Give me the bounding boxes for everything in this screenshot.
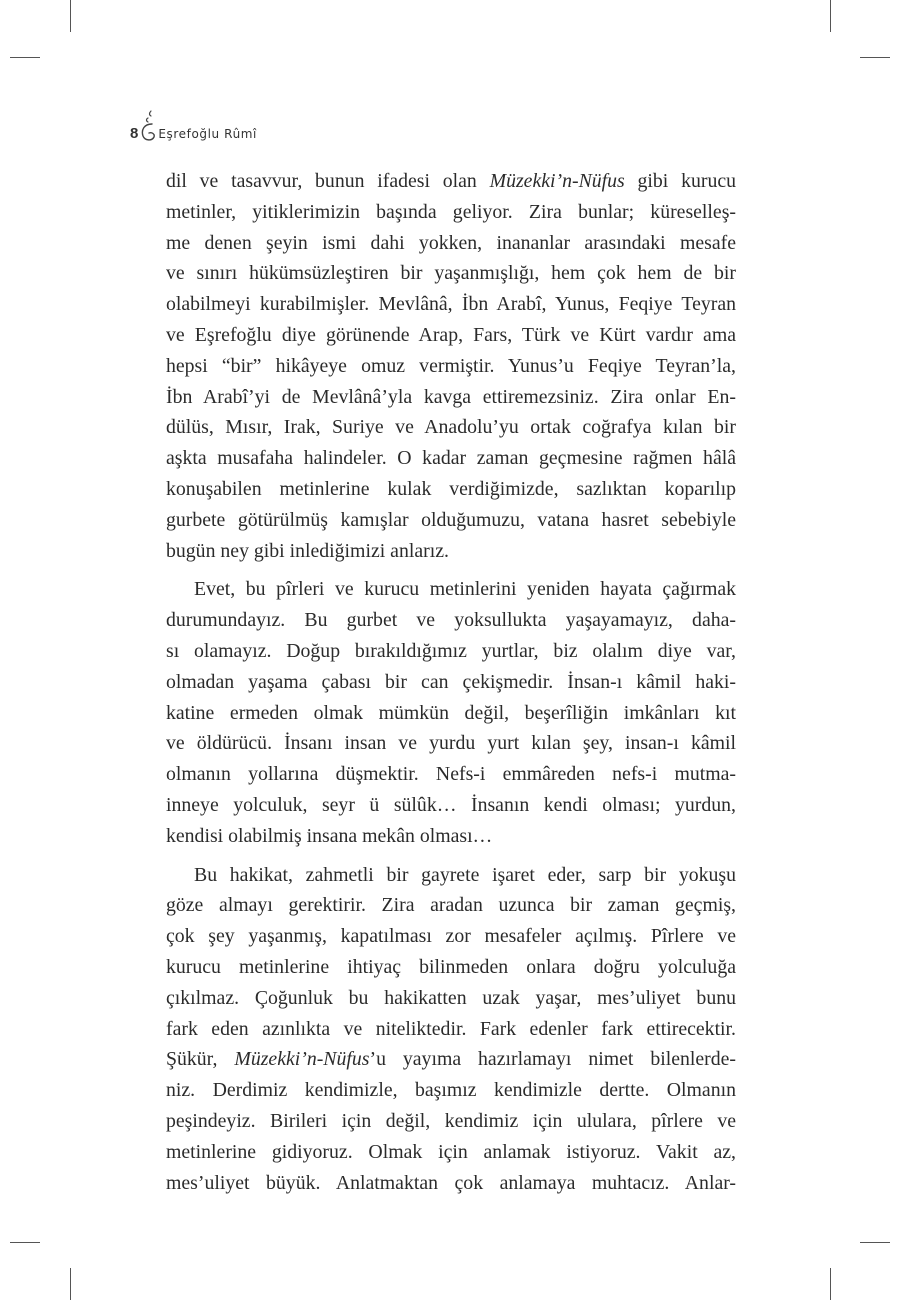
crop-mark-bottom-left-vertical bbox=[70, 1268, 71, 1300]
text-line bbox=[166, 289, 736, 320]
text-line bbox=[166, 983, 736, 1014]
text-line bbox=[166, 890, 736, 921]
text-segment: dülüs, Mısır, Irak, Suriye ve Anadolu’yu ortak coğrafya kılan bir bbox=[166, 416, 736, 439]
running-header bbox=[130, 104, 257, 144]
crop-mark-bottom-right-horizontal bbox=[860, 1242, 890, 1243]
text-segment: durumundayız. Bu gurbet ve yoksullukta yaşayamayız, daha- bbox=[166, 609, 736, 632]
text-segment: kurucu metinlerine ihtiyaç bilinmeden onlara doğru yolculuğa bbox=[166, 955, 736, 978]
crop-mark-bottom-right-vertical bbox=[830, 1268, 831, 1300]
crop-mark-bottom-left-horizontal bbox=[10, 1242, 40, 1243]
text-line bbox=[166, 474, 736, 505]
text-segment: hepsi “bir” hikâyeye omuz vermiştir. Yunus’u Feqiye Teyran’la, bbox=[166, 354, 736, 377]
text-line bbox=[166, 1168, 736, 1199]
text-line bbox=[166, 574, 736, 605]
crop-mark-top-left-horizontal bbox=[10, 57, 40, 58]
text-segment: dil ve tasavvur, bunun ifadesi olan bbox=[166, 170, 490, 192]
text-segment: gurbete götürülmüş kamışlar olduğumuzu, vatana hasret sebebiyle bbox=[166, 508, 736, 531]
text-line bbox=[166, 382, 736, 413]
text-line bbox=[166, 228, 736, 259]
text-segment: Bu hakikat, zahmetli bir gayrete işaret eder, sarp bir yokuşu bbox=[194, 863, 736, 886]
text-segment: ’u yayıma hazırlamayı nimet bilenlerde- bbox=[369, 1048, 736, 1071]
crop-mark-top-left-vertical bbox=[70, 0, 71, 32]
body-text bbox=[166, 166, 736, 1206]
calligraphic-ornament-icon bbox=[140, 108, 156, 144]
text-segment: çok şey yaşanmış, kapatılması zor mesafeler açılmış. Pîrlere ve bbox=[166, 925, 736, 948]
text-segment: olabilmeyi kurabilmişler. Mevlânâ, İbn Arabî, Yunus, Feqiye Teyran bbox=[166, 293, 736, 316]
text-segment: çıkılmaz. Çoğunluk bu hakikatten uzak yaşar, mes’uliyet bunu bbox=[166, 986, 736, 1009]
page-number: 8 bbox=[130, 125, 139, 142]
text-line bbox=[166, 952, 736, 983]
text-segment: ve Eşrefoğlu diye görünende Arap, Fars, Türk ve Kürt vardır ama bbox=[166, 323, 736, 346]
text-segment: niz. Derdimiz kendimizle, başımız kendimizle dertte. Olmanın bbox=[166, 1079, 736, 1102]
text-line bbox=[166, 605, 736, 636]
text-line bbox=[166, 667, 736, 698]
text-line bbox=[166, 197, 736, 228]
text-line bbox=[166, 921, 736, 952]
text-line bbox=[166, 412, 736, 443]
text-line bbox=[166, 759, 736, 790]
text-line bbox=[166, 728, 736, 759]
text-line bbox=[166, 1014, 736, 1045]
text-segment: peşindeyiz. Birileri için değil, kendimiz için ululara, pîrlere ve bbox=[166, 1109, 736, 1132]
text-segment: bugün ney gibi inlediğimizi anlarız. bbox=[166, 539, 449, 562]
text-segment: gibi kurucu bbox=[624, 170, 736, 192]
text-line bbox=[166, 536, 736, 567]
crop-mark-top-right-horizontal bbox=[860, 57, 890, 58]
text-line bbox=[166, 1106, 736, 1137]
crop-mark-top-right-vertical bbox=[830, 0, 831, 32]
text-segment: sı olamayız. Doğup bırakıldığımız yurtlar, biz olalım diye var, bbox=[166, 639, 736, 662]
text-segment: mes’uliyet büyük. Anlatmaktan çok anlamaya muhtacız. Anlar- bbox=[166, 1171, 736, 1194]
text-segment: me denen şeyin ismi dahi yokken, inananlar arasındaki mesafe bbox=[166, 231, 736, 254]
text-segment: fark eden azınlıkta ve niteliktedir. Fark edenler fark ettirecektir. bbox=[166, 1017, 736, 1040]
text-segment: katine ermeden olmak mümkün değil, beşerîliğin imkânları kıt bbox=[166, 701, 736, 724]
running-title: Eşrefoğlu Rûmî bbox=[158, 127, 257, 141]
text-segment: Şükür, bbox=[166, 1048, 235, 1071]
text-line bbox=[166, 505, 736, 536]
text-line bbox=[166, 351, 736, 382]
text-segment: göze almayı gerektirir. Zira aradan uzunca bir zaman geçmiş, bbox=[166, 894, 736, 917]
text-segment: inneye yolculuk, seyr ü sülûk… İnsanın kendi olması; yurdun, bbox=[166, 793, 736, 816]
text-line bbox=[166, 636, 736, 667]
text-segment: olmanın yollarına düşmektir. Nefs-i emmâreden nefs-i mutma- bbox=[166, 763, 736, 786]
text-segment: İbn Arabî’yi de Mevlânâ’yla kavga ettiremezsiniz. Zira onlar En- bbox=[166, 385, 736, 408]
paragraph bbox=[166, 860, 736, 1199]
text-segment: ve öldürücü. İnsanı insan ve yurdu yurt kılan şey, insan-ı kâmil bbox=[166, 732, 736, 755]
text-segment: metinlerine gidiyoruz. Olmak için anlamak istiyoruz. Vakit az, bbox=[166, 1140, 736, 1163]
paragraph bbox=[166, 574, 736, 851]
text-segment: metinler, yitiklerimizin başında geliyor. Zira bunlar; küreselleş- bbox=[166, 200, 736, 223]
text-line bbox=[166, 1075, 736, 1106]
italic-title: Müzekki’n-Nüfus bbox=[489, 170, 625, 192]
italic-title: Müzekki’n-Nüfus bbox=[234, 1048, 370, 1071]
text-line bbox=[166, 860, 736, 891]
text-line bbox=[166, 258, 736, 289]
text-segment: ve sınırı hükümsüzleştiren bir yaşanmışlığı, hem çok hem de bir bbox=[166, 262, 736, 285]
text-line bbox=[166, 790, 736, 821]
text-segment: konuşabilen metinlerine kulak verdiğimizde, sazlıktan koparılıp bbox=[166, 477, 736, 500]
text-line bbox=[166, 821, 736, 852]
text-line bbox=[166, 1137, 736, 1168]
text-segment: olmadan yaşama çabası bir can çekişmedir. İnsan-ı kâmil haki- bbox=[166, 670, 736, 693]
text-line bbox=[166, 443, 736, 474]
text-line bbox=[166, 1044, 736, 1075]
text-segment: kendisi olabilmiş insana mekân olması… bbox=[166, 824, 493, 847]
text-segment: aşkta musafaha halindeler. O kadar zaman geçmesine rağmen hâlâ bbox=[166, 447, 736, 470]
text-line bbox=[166, 166, 736, 197]
text-line bbox=[166, 320, 736, 351]
text-segment: Evet, bu pîrleri ve kurucu metinlerini yeniden hayata çağırmak bbox=[194, 578, 736, 601]
paragraph bbox=[166, 166, 736, 566]
text-line bbox=[166, 698, 736, 729]
